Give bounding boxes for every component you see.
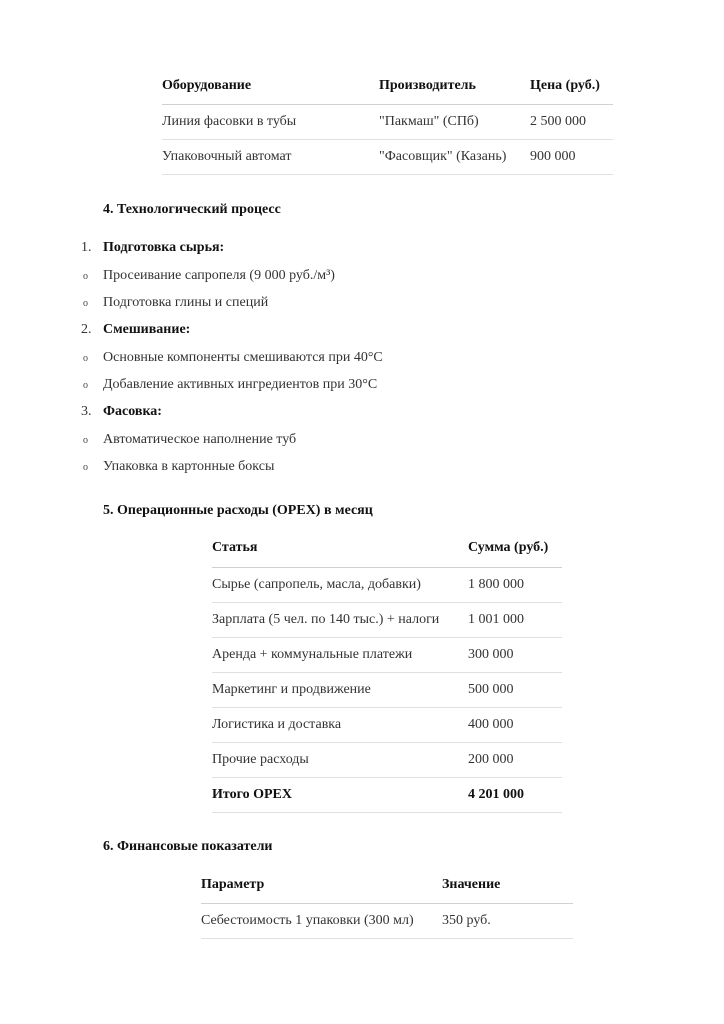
table-cell: "Пакмаш" (СПб) (379, 104, 530, 139)
list-item: Упаковка в картонные боксы (103, 459, 275, 474)
section-5-heading: 5. Операционные расходы (OPEX) в месяц (103, 503, 373, 518)
table-cell: Аренда + коммунальные платежи (212, 637, 468, 672)
column-header: Сумма (руб.) (468, 530, 562, 567)
table-cell: Логистика и доставка (212, 707, 468, 742)
financials-table (201, 868, 573, 939)
table-cell: 2 500 000 (530, 104, 613, 139)
column-header: Значение (442, 868, 573, 903)
table-cell: Упаковочный автомат (162, 139, 379, 174)
table-cell: 350 руб. (442, 903, 573, 938)
table-row (212, 567, 562, 602)
table-row (162, 139, 613, 174)
table-header-row (201, 868, 573, 903)
section-4-heading: 4. Технологический процесс (103, 202, 281, 217)
step-number: 3. (81, 404, 92, 419)
bullet-icon: o (83, 353, 88, 364)
table-cell: 400 000 (468, 707, 562, 742)
column-header: Производитель (379, 68, 530, 104)
column-header: Параметр (201, 868, 442, 903)
table-cell: 300 000 (468, 637, 562, 672)
total-label: Итого OPEX (212, 777, 468, 812)
section-6-heading: 6. Финансовые показатели (103, 839, 273, 854)
list-item: Подготовка глины и специй (103, 295, 269, 310)
step-title: Подготовка сырья: (103, 240, 225, 255)
total-value: 4 201 000 (468, 777, 562, 812)
bullet-icon: o (83, 380, 88, 391)
column-header: Статья (212, 530, 468, 567)
step-number: 2. (81, 322, 92, 337)
table-row (212, 602, 562, 637)
table-cell: Маркетинг и продвижение (212, 672, 468, 707)
table-cell: 900 000 (530, 139, 613, 174)
table-cell: Зарплата (5 чел. по 140 тыс.) + налоги (212, 602, 468, 637)
table-row (212, 672, 562, 707)
table-header-row (212, 530, 562, 567)
table-cell: Себестоимость 1 упаковки (300 мл) (201, 903, 442, 938)
list-item: Просеивание сапропеля (9 000 руб./м³) (103, 268, 335, 283)
table-cell: Линия фасовки в тубы (162, 104, 379, 139)
table-cell: "Фасовщик" (Казань) (379, 139, 530, 174)
step-title: Фасовка: (103, 404, 162, 419)
opex-table (212, 530, 562, 813)
bullet-icon: o (83, 298, 88, 309)
step-title: Смешивание: (103, 322, 191, 337)
table-cell: 200 000 (468, 742, 562, 777)
bullet-icon: o (83, 462, 88, 473)
table-row (212, 637, 562, 672)
bullet-icon: o (83, 435, 88, 446)
column-header: Цена (руб.) (530, 68, 613, 104)
total-row (212, 777, 562, 812)
table-cell: Сырье (сапропель, масла, добавки) (212, 567, 468, 602)
table-cell: 1 800 000 (468, 567, 562, 602)
column-header: Оборудование (162, 68, 379, 104)
table-cell: Прочие расходы (212, 742, 468, 777)
table-header-row (162, 68, 613, 104)
bullet-icon: o (83, 271, 88, 282)
table-cell: 1 001 000 (468, 602, 562, 637)
table-row (201, 903, 573, 938)
table-row (212, 707, 562, 742)
step-number: 1. (81, 240, 92, 255)
table-row (162, 104, 613, 139)
list-item: Добавление активных ингредиентов при 30°C (103, 377, 378, 392)
equipment-table (162, 68, 613, 175)
table-cell: 500 000 (468, 672, 562, 707)
list-item: Автоматическое наполнение туб (103, 432, 297, 447)
list-item: Основные компоненты смешиваются при 40°C (103, 350, 383, 365)
table-row (212, 742, 562, 777)
